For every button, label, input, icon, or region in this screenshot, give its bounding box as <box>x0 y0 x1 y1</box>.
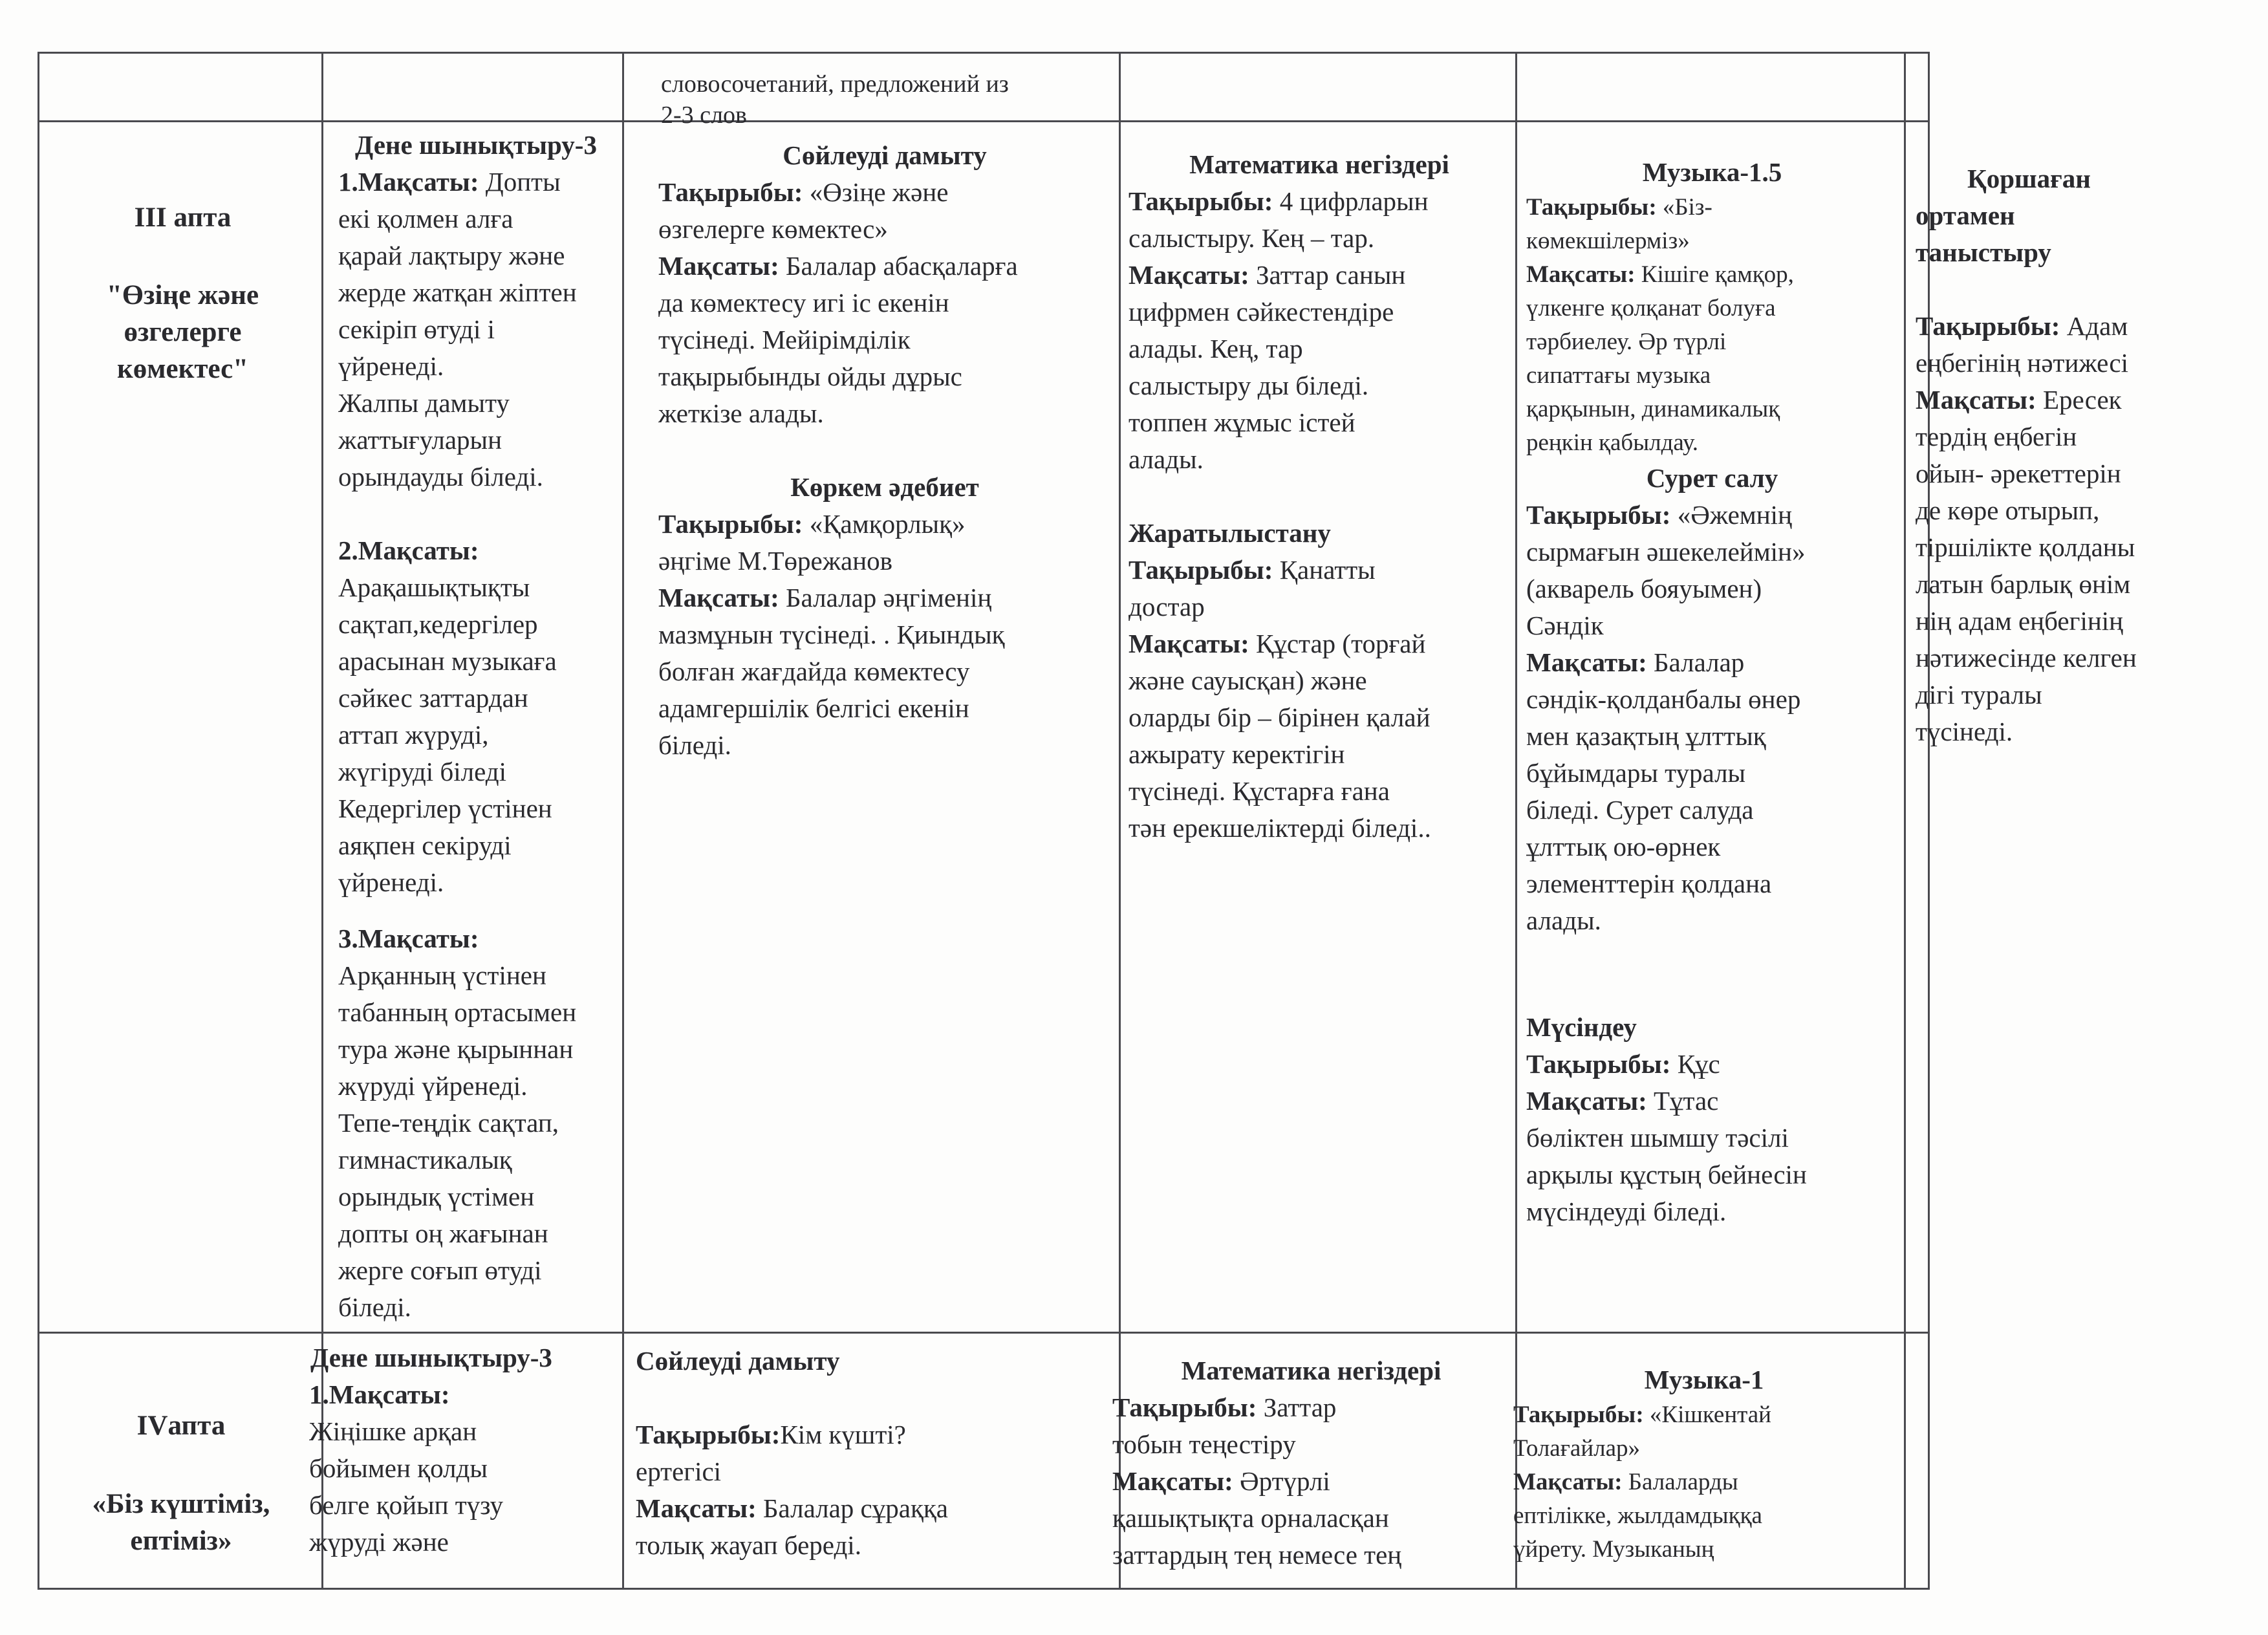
text-line: ойын- әрекеттерін <box>1916 459 2121 488</box>
goal-label: Мақсаты: <box>1526 261 1636 288</box>
music-cell-week4 <box>1513 1361 1895 1566</box>
text-line: «Біз- <box>1662 194 1712 221</box>
text-line: Балалар абасқаларға <box>786 251 1018 281</box>
week-theme-line: «Біз күштіміз, <box>92 1489 270 1519</box>
text-line: реңкін қабылдау. <box>1526 429 1698 456</box>
text-line: біледі. Сурет салуда <box>1526 795 1754 825</box>
text-line: жерде жатқан жіптен <box>338 277 577 307</box>
subject-title: Математика негіздері <box>1189 149 1449 179</box>
week-cell-3 <box>71 199 294 387</box>
text-line: секіріп өтуді і <box>338 314 495 344</box>
text-line: қарқынын, динамикалық <box>1526 396 1780 422</box>
text-line: Арақашықтықты <box>338 572 530 602</box>
topic-label: Тақырыбы: <box>1526 1049 1671 1079</box>
text-line: де көре отырып, <box>1916 495 2100 525</box>
subject-title: Қоршаған <box>1967 164 2091 193</box>
text-line: цифрмен сәйкестендіре <box>1129 297 1394 327</box>
text-line: ажырату керектігін <box>1129 739 1345 769</box>
text-line: бөліктен шымшу тәсілі <box>1526 1123 1789 1153</box>
text-line: Балаларды <box>1628 1469 1738 1495</box>
row0-col3-cell <box>661 69 1114 131</box>
topic-label: Тақырыбы: <box>1526 500 1671 530</box>
col-divider-5 <box>1904 52 1906 1590</box>
col-divider-4 <box>1515 52 1517 1590</box>
text-line: Арқанның үстінен <box>338 960 546 990</box>
text-line: үлкенге қолқанат болуға <box>1526 295 1776 321</box>
text-line: да көмектесу игі іс екенін <box>658 288 949 318</box>
goal-label: 3.Мақсаты: <box>338 924 479 953</box>
text-line: «Кішкентай <box>1649 1402 1771 1428</box>
text-line: нәтижесінде келген <box>1916 643 2137 673</box>
text-line: сәндік-қолданбалы өнер <box>1526 684 1801 714</box>
text-line: Балалар <box>1654 647 1745 677</box>
text-line: жүруді үйренеді. <box>338 1071 528 1101</box>
text-line: сипаттағы музыка <box>1526 362 1711 389</box>
text-line: үйренеді. <box>338 351 444 381</box>
goal-label: Мақсаты: <box>1129 260 1249 290</box>
text-line: Балалар әңгіменің <box>786 583 992 612</box>
text-line: сақтап,кедергілер <box>338 609 538 639</box>
text-line: мүсіндеуді біледі. <box>1526 1196 1727 1226</box>
text-line: Балалар сұраққа <box>763 1493 948 1523</box>
text-line: Толағайлар» <box>1513 1435 1641 1462</box>
math-cell-week4 <box>1112 1352 1510 1574</box>
text-line: салыстыру. Кең – тар. <box>1129 223 1375 253</box>
text-line: Тепе-теңдік сақтап, <box>338 1108 559 1138</box>
text-line: Сәндік <box>1526 611 1604 640</box>
text-line: топпен жұмыс істей <box>1129 407 1355 437</box>
text-line: заттардың тең немесе тең <box>1112 1540 1402 1570</box>
text-line: Жалпы дамыту <box>338 388 510 418</box>
text-line: тәрбиелеу. Әр түрлі <box>1526 329 1727 355</box>
week-theme-line: "Өзіңе және <box>106 280 259 310</box>
text-line: тақырыбынды ойды дұрыс <box>658 362 962 391</box>
text-line: Кім күшті? <box>780 1420 906 1449</box>
text-line: қарай лақтыру және <box>338 241 565 270</box>
speech-cell-week4 <box>636 1343 1108 1564</box>
text-line: алады. <box>1526 905 1601 935</box>
goal-label: Мақсаты: <box>636 1493 757 1523</box>
pe-cell-week4 <box>309 1339 626 1561</box>
text-line: Жіңішке арқан <box>309 1416 477 1446</box>
text-line: қашықтықта орналасқан <box>1112 1503 1389 1533</box>
text-line: түсінеді. <box>1916 717 2013 746</box>
subject-title: Сөйлеуді дамыту <box>636 1346 840 1376</box>
text-line: сәйкес заттардан <box>338 683 528 713</box>
week-label: III апта <box>134 202 232 233</box>
text-line: толық жауап береді. <box>636 1530 861 1560</box>
topic-label: Тақырыбы: <box>1526 194 1657 221</box>
week-theme-line: ептіміз» <box>130 1526 232 1556</box>
topic-label: Тақырыбы: <box>1129 186 1273 216</box>
goal-label: Мақсаты: <box>1526 1086 1647 1116</box>
text-line: белге қойып түзу <box>309 1490 504 1520</box>
pe-cell-week3 <box>321 127 631 1326</box>
text-line: Әртүрлі <box>1240 1466 1330 1496</box>
goal-label: Мақсаты: <box>1513 1469 1623 1495</box>
col-divider-0 <box>38 52 39 1590</box>
topic-label: Тақырыбы: <box>1112 1392 1257 1422</box>
text-line: ертегісі <box>636 1456 722 1486</box>
text-line: тобын теңестіру <box>1112 1429 1296 1459</box>
text-line: Кедергілер үстінен <box>338 794 552 823</box>
text-line: сырмағын әшекелеймін» <box>1526 537 1806 567</box>
subject-title: таныстыру <box>1916 237 2051 267</box>
text-line: көмекшілерміз» <box>1526 228 1690 254</box>
text-line: орындауды біледі. <box>338 462 543 492</box>
text-line: дігі туралы <box>1916 680 2042 709</box>
subject-title: Сурет салу <box>1646 463 1778 493</box>
text-line: Заттар санын <box>1256 260 1406 290</box>
goal-label: Мақсаты: <box>1129 629 1249 658</box>
text-line: нің адам еңбегінің <box>1916 606 2124 636</box>
text-line: орындық үстімен <box>338 1182 535 1211</box>
subject-title: Жаратылыстану <box>1129 518 1331 548</box>
text-line: Қанатты <box>1279 555 1376 585</box>
text-line: тіршілікте қолданы <box>1916 532 2135 562</box>
text-line: Тұтас <box>1654 1086 1719 1116</box>
text-line: 4 цифрларын <box>1279 186 1429 216</box>
text-line: бойымен қолды <box>309 1453 488 1483</box>
speech-cell-week3 <box>658 137 1111 764</box>
week-label: IVапта <box>136 1411 226 1441</box>
goal-label: Мақсаты: <box>1112 1466 1233 1496</box>
text-line: достар <box>1129 592 1205 622</box>
text-line: және сауысқан) және <box>1129 666 1367 695</box>
text-line: «Әжемнің <box>1677 500 1793 530</box>
text-line: словосочетаний, предложений из <box>661 70 1009 98</box>
text-line: бұйымдары туралы <box>1526 758 1746 788</box>
text-line: біледі. <box>338 1292 411 1322</box>
subject-title: Сөйлеуді дамыту <box>783 140 987 170</box>
text-line: түсінеді. Құстарға ғана <box>1129 776 1390 806</box>
week-theme-line: өзгелерге <box>124 317 242 347</box>
env-cell-week3 <box>1916 160 2200 750</box>
text-line: (акварель бояуымен) <box>1526 574 1762 603</box>
text-line: жеткізе алады. <box>658 398 824 428</box>
week-theme-line: көмектес" <box>116 354 249 384</box>
music-cell-week3 <box>1526 154 1898 1230</box>
goal-label: 2.Мақсаты: <box>338 536 479 565</box>
text-line: болған жағдайда көмектесу <box>658 656 970 686</box>
text-line: Адам <box>2066 311 2128 341</box>
subject-title: Музыка-1.5 <box>1642 157 1782 187</box>
text-line: әңгіме М.Төрежанов <box>658 546 893 576</box>
goal-label: 1.Мақсаты: <box>309 1380 450 1409</box>
topic-label: Тақырыбы: <box>658 509 803 539</box>
text-line: тура және қырыннан <box>338 1034 574 1064</box>
subject-title: Мүсіндеу <box>1526 1012 1637 1042</box>
text-line: аяқпен секіруді <box>338 830 512 860</box>
text-line: мен қазақтың ұлттық <box>1526 721 1766 751</box>
text-line: гимнастикалық <box>338 1145 512 1175</box>
math-cell-week3 <box>1129 146 1510 847</box>
text-line: үйрету. Музыканың <box>1513 1536 1714 1563</box>
text-line: ұлттық ою-өрнек <box>1526 832 1721 861</box>
text-line: салыстыру ды біледі. <box>1129 371 1369 400</box>
text-line: табанның ортасымен <box>338 997 577 1027</box>
text-line: еңбегінің нәтижесі <box>1916 348 2128 378</box>
text-line: мазмұнын түсінеді. . Қиындық <box>658 620 1005 649</box>
subject-title: Математика негіздері <box>1181 1356 1442 1385</box>
text-line: ептілікке, жылдамдыққа <box>1513 1502 1762 1529</box>
goal-label: 1.Мақсаты: <box>338 167 479 197</box>
text-line: Допты <box>485 167 561 197</box>
text-line: Ересек <box>2043 385 2122 415</box>
text-line: арасынан музыкаға <box>338 646 557 676</box>
text-line: үйренеді. <box>338 867 444 897</box>
text-line: біледі. <box>658 730 731 760</box>
text-line: жүруді және <box>309 1527 449 1557</box>
goal-label: Мақсаты: <box>1916 385 2036 415</box>
text-line: адамгершілік белгісі екенін <box>658 693 969 723</box>
subject-title: Музыка-1 <box>1644 1365 1764 1394</box>
goal-label: Мақсаты: <box>1526 647 1647 677</box>
text-line: Заттар <box>1263 1392 1337 1422</box>
text-line: элементтерін қолдана <box>1526 869 1772 898</box>
text-line: жүгіруді біледі <box>338 757 507 786</box>
text-line: арқылы құстың бейнесін <box>1526 1160 1807 1189</box>
text-line: жерге соғып өтуді <box>338 1255 542 1285</box>
subject-title: Көркем әдебиет <box>790 472 979 502</box>
text-line: латын барлық өнім <box>1916 569 2131 599</box>
subject-title: Дене шынықтыру-3 <box>355 130 597 160</box>
text-line: Құстар (торғай <box>1256 629 1426 658</box>
week-cell-4 <box>58 1407 304 1559</box>
text-line: алады. Кең, тар <box>1129 334 1303 363</box>
text-line: жаттығуларын <box>338 425 502 455</box>
text-line: 2-3 слов <box>661 102 747 129</box>
text-line: допты оң жағынан <box>338 1218 548 1248</box>
topic-label: Тақырыбы: <box>658 177 803 207</box>
text-line: оларды бір – бірінен қалай <box>1129 702 1431 732</box>
text-line: тердің еңбегін <box>1916 422 2077 451</box>
text-line: Кішіге қамқор, <box>1641 261 1794 288</box>
text-line: «Қамқорлық» <box>809 509 966 539</box>
topic-label: Тақырыбы: <box>1129 555 1273 585</box>
text-line: аттап жүруді, <box>338 720 489 750</box>
text-line: екі қолмен алға <box>338 204 513 233</box>
text-line: Құс <box>1677 1049 1720 1079</box>
topic-label: Тақырыбы: <box>1916 311 2060 341</box>
text-line: «Өзіңе және <box>809 177 949 207</box>
goal-label: Мақсаты: <box>658 251 779 281</box>
text-line: түсінеді. Мейірімділік <box>658 325 911 354</box>
subject-title: Дене шынықтыру-3 <box>310 1343 552 1372</box>
topic-label: Тақырыбы: <box>636 1420 781 1449</box>
text-line: алады. <box>1129 444 1204 474</box>
text-line: тән ерекшеліктерді біледі.. <box>1129 813 1431 843</box>
topic-label: Тақырыбы: <box>1513 1402 1644 1428</box>
text-line: өзгелерге көмектес» <box>658 214 888 244</box>
subject-title: ортамен <box>1916 200 2015 230</box>
goal-label: Мақсаты: <box>658 583 779 612</box>
